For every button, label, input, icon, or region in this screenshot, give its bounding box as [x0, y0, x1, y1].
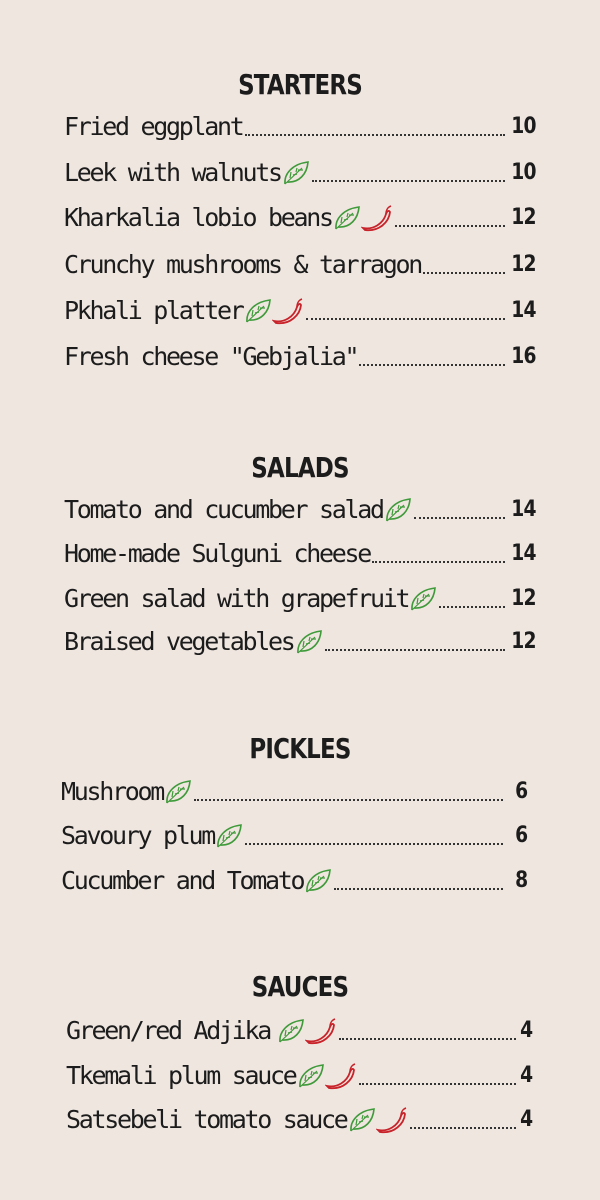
chili-icon — [325, 1062, 357, 1090]
section-title-starters: STARTERS — [238, 68, 362, 101]
item-icons — [164, 777, 192, 807]
item-icons — [409, 584, 437, 614]
item-name: Crunchy mushrooms & tarragon — [64, 250, 422, 279]
item-name: Savoury plum — [61, 821, 215, 850]
leaf-icon — [304, 868, 332, 894]
dot-leader — [372, 561, 505, 563]
dot-leader — [423, 272, 505, 274]
menu-item-tomato-cucumber-salad — [64, 491, 536, 525]
section-title-salads: SALADS — [251, 451, 349, 484]
item-name: Fresh cheese "Gebjalia" — [64, 342, 358, 371]
item-price: 12 — [511, 205, 536, 230]
chili-icon — [361, 204, 393, 232]
dot-leader — [325, 649, 506, 651]
chili-icon — [376, 1106, 408, 1134]
chili-icon — [272, 297, 304, 325]
item-name: Braised vegetables — [64, 627, 294, 656]
menu-item-kharkalia-lobio-beans — [64, 199, 536, 233]
menu-item-savoury-plum — [61, 817, 527, 851]
leaf-icon — [409, 586, 437, 612]
menu-item-green-red-adjika — [66, 1012, 532, 1046]
item-name: Leek with walnuts — [64, 158, 281, 187]
item-name: Kharkalia lobio beans — [64, 203, 332, 232]
item-name: Mushroom — [61, 777, 164, 806]
dot-leader — [410, 1127, 516, 1129]
dot-leader — [306, 318, 506, 320]
item-icons — [384, 495, 412, 525]
item-icons — [304, 866, 332, 896]
item-price: 4 — [519, 1107, 532, 1132]
item-price: 12 — [511, 252, 536, 277]
menu-item-satsebeli-tomato-sauce — [66, 1101, 532, 1135]
item-price: 8 — [514, 868, 527, 893]
leaf-icon — [333, 205, 361, 231]
dot-leader — [194, 799, 503, 801]
leaf-icon — [244, 298, 272, 324]
item-price: 4 — [519, 1063, 532, 1088]
item-price: 14 — [511, 541, 536, 566]
leaf-icon — [282, 160, 310, 186]
item-icons — [348, 1105, 408, 1135]
section-title-sauces: SAUCES — [251, 970, 349, 1003]
dot-leader — [395, 225, 506, 227]
dot-leader — [245, 134, 506, 136]
item-icons — [215, 821, 243, 851]
dot-leader — [439, 606, 505, 608]
dot-leader — [359, 364, 505, 366]
item-price: 6 — [514, 823, 527, 848]
menu-item-tkemali-plum-sauce — [66, 1057, 532, 1091]
chili-icon — [305, 1017, 337, 1045]
item-icons — [333, 203, 393, 233]
item-icons — [297, 1061, 357, 1091]
menu-item-leek-with-walnuts — [64, 154, 536, 188]
menu-item-home-made-sulguni-cheese — [64, 535, 536, 569]
dot-leader — [414, 517, 506, 519]
item-name: Fried eggplant — [64, 112, 243, 141]
item-name: Cucumber and Tomato — [61, 866, 304, 895]
item-name: Tomato and cucumber salad — [64, 495, 383, 524]
item-name: Satsebeli tomato sauce — [66, 1105, 347, 1134]
leaf-icon — [348, 1107, 376, 1133]
item-price: 14 — [511, 298, 536, 323]
item-name: Tkemali plum sauce — [66, 1061, 296, 1090]
item-name: Home-made Sulguni cheese — [64, 539, 371, 568]
dot-leader — [339, 1038, 516, 1040]
item-icons — [244, 296, 304, 326]
item-price: 16 — [511, 344, 536, 369]
menu-item-fresh-cheese-gebjalia — [64, 338, 536, 372]
item-name: Green/red Adjika — [66, 1016, 271, 1045]
menu-item-crunchy-mushrooms-tarragon — [64, 246, 536, 280]
menu-item-cucumber-and-tomato — [61, 862, 527, 896]
dot-leader — [312, 180, 506, 182]
item-name: Green salad with grapefruit — [64, 584, 409, 613]
item-price: 12 — [511, 586, 536, 611]
leaf-icon — [295, 629, 323, 655]
item-price: 10 — [511, 160, 536, 185]
item-name: Pkhali platter — [64, 296, 243, 325]
leaf-icon — [277, 1018, 305, 1044]
leaf-icon — [164, 779, 192, 805]
item-price: 14 — [511, 497, 536, 522]
item-price: 12 — [511, 629, 536, 654]
dot-leader — [334, 888, 502, 890]
menu-item-green-salad-grapefruit — [64, 580, 536, 614]
dot-leader — [245, 843, 503, 845]
leaf-icon — [384, 497, 412, 523]
item-price: 6 — [514, 779, 527, 804]
leaf-icon — [297, 1063, 325, 1089]
menu-item-braised-vegetables — [64, 623, 536, 657]
menu-item-mushroom — [61, 773, 527, 807]
section-title-pickles: PICKLES — [249, 732, 351, 765]
item-icons — [277, 1016, 337, 1046]
leaf-icon — [215, 823, 243, 849]
item-icons — [282, 158, 310, 188]
dot-leader — [359, 1083, 516, 1085]
menu-item-fried-eggplant — [64, 108, 536, 142]
item-icons — [295, 627, 323, 657]
menu-item-pkhali-platter — [64, 292, 536, 326]
item-price: 10 — [511, 114, 536, 139]
item-price: 4 — [519, 1018, 532, 1043]
